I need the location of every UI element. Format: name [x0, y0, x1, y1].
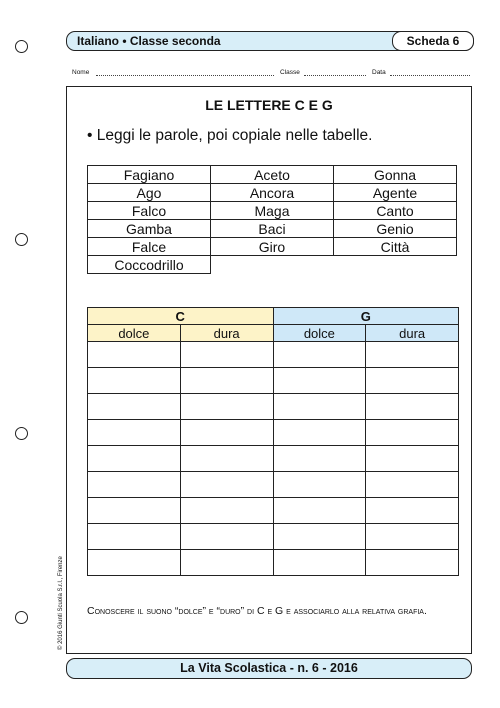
- student-fields: [72, 69, 472, 79]
- answer-cell[interactable]: [88, 394, 181, 420]
- word-cell: Città: [334, 238, 457, 256]
- answer-cell[interactable]: [366, 472, 459, 498]
- answer-cell[interactable]: [88, 446, 181, 472]
- group-c-header: C: [88, 308, 274, 325]
- answer-cell[interactable]: [366, 498, 459, 524]
- binder-hole: [15, 611, 28, 624]
- empty-cell: [334, 256, 457, 274]
- word-row: [88, 220, 457, 238]
- answer-cell[interactable]: [273, 368, 366, 394]
- answer-row: [88, 498, 459, 524]
- answer-cell[interactable]: [273, 550, 366, 576]
- c-dura-header: dura: [180, 325, 273, 342]
- header-bar: [66, 31, 474, 51]
- answer-row: [88, 446, 459, 472]
- word-cell: Aceto: [211, 166, 334, 184]
- answer-row: [88, 472, 459, 498]
- answer-cell[interactable]: [273, 498, 366, 524]
- group-g-header: G: [273, 308, 459, 325]
- empty-cell: [211, 256, 334, 274]
- nome-field[interactable]: [96, 75, 274, 76]
- sorting-table: [87, 307, 459, 576]
- word-cell: Falco: [88, 202, 211, 220]
- answer-cell[interactable]: [273, 394, 366, 420]
- g-dura-header: dura: [366, 325, 459, 342]
- worksheet-title: LE LETTERE C E G: [205, 97, 333, 113]
- g-dolce-header: dolce: [273, 325, 366, 342]
- answer-cell[interactable]: [180, 420, 273, 446]
- answer-row: [88, 524, 459, 550]
- answer-cell[interactable]: [88, 472, 181, 498]
- answer-row: [88, 420, 459, 446]
- answer-cell[interactable]: [180, 394, 273, 420]
- answer-cell[interactable]: [273, 342, 366, 368]
- word-cell: Baci: [211, 220, 334, 238]
- binder-hole: [15, 427, 28, 440]
- instruction-text: • Leggi le parole, poi copiale nelle tabelle.: [87, 127, 373, 144]
- data-label: Data: [372, 69, 386, 76]
- footer-bar: La Vita Scolastica - n. 6 - 2016: [66, 658, 472, 679]
- answer-row: [88, 550, 459, 576]
- answer-cell[interactable]: [366, 524, 459, 550]
- answer-row: [88, 394, 459, 420]
- copyright-note: © 2016 Giunti Scuola S.r.l., Firenze: [58, 556, 64, 650]
- c-dolce-header: dolce: [88, 325, 181, 342]
- subject-label: Italiano • Classe seconda: [77, 34, 221, 48]
- word-cell: Ancora: [211, 184, 334, 202]
- answer-cell[interactable]: [88, 342, 181, 368]
- word-cell: Genio: [334, 220, 457, 238]
- answer-row: [88, 342, 459, 368]
- word-cell: Maga: [211, 202, 334, 220]
- answer-cell[interactable]: [180, 446, 273, 472]
- answer-cell[interactable]: [88, 524, 181, 550]
- word-table: [87, 165, 457, 274]
- word-cell: Canto: [334, 202, 457, 220]
- answer-cell[interactable]: [88, 550, 181, 576]
- answer-cell[interactable]: [273, 446, 366, 472]
- answer-cell[interactable]: [366, 342, 459, 368]
- word-cell: Coccodrillo: [88, 256, 211, 274]
- classe-field[interactable]: [304, 75, 366, 76]
- word-row: [88, 238, 457, 256]
- learning-goal: Conoscere il suono “dolce” e “duro” di C e G e associarlo alla relativa grafia.: [87, 605, 427, 617]
- answer-cell[interactable]: [273, 524, 366, 550]
- answer-row: [88, 368, 459, 394]
- word-row: [88, 202, 457, 220]
- answer-cell[interactable]: [366, 394, 459, 420]
- answer-cell[interactable]: [273, 420, 366, 446]
- answer-cell[interactable]: [366, 446, 459, 472]
- answer-cell[interactable]: [180, 342, 273, 368]
- answer-cell[interactable]: [180, 368, 273, 394]
- data-field[interactable]: [390, 75, 470, 76]
- answer-cell[interactable]: [366, 550, 459, 576]
- nome-label: Nome: [72, 69, 90, 76]
- answer-cell[interactable]: [366, 420, 459, 446]
- answer-cell[interactable]: [88, 420, 181, 446]
- word-row: [88, 184, 457, 202]
- answer-cell[interactable]: [180, 524, 273, 550]
- word-cell: Ago: [88, 184, 211, 202]
- word-cell: Gonna: [334, 166, 457, 184]
- word-row: [88, 166, 457, 184]
- word-cell: Falce: [88, 238, 211, 256]
- answer-cell[interactable]: [88, 498, 181, 524]
- answer-cell[interactable]: [180, 498, 273, 524]
- worksheet-frame: [66, 86, 472, 654]
- answer-cell[interactable]: [180, 550, 273, 576]
- answer-cell[interactable]: [366, 368, 459, 394]
- binder-hole: [15, 40, 28, 53]
- word-row: [88, 256, 457, 274]
- word-cell: Gamba: [88, 220, 211, 238]
- word-cell: Giro: [211, 238, 334, 256]
- answer-cell[interactable]: [88, 368, 181, 394]
- scheda-label: Scheda 6: [392, 31, 474, 51]
- word-cell: Fagiano: [88, 166, 211, 184]
- binder-hole: [15, 233, 28, 246]
- answer-cell[interactable]: [273, 472, 366, 498]
- answer-cell[interactable]: [180, 472, 273, 498]
- word-cell: Agente: [334, 184, 457, 202]
- classe-label: Classe: [280, 69, 300, 76]
